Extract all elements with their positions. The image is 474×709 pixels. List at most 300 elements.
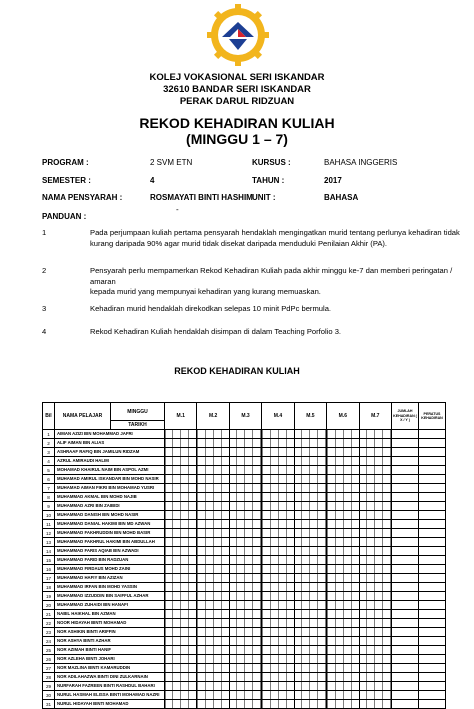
- table-row: [43, 583, 446, 592]
- attendance-cell[interactable]: [359, 619, 391, 628]
- table-row: [43, 475, 446, 484]
- percentage-cell[interactable]: [419, 466, 446, 475]
- table-row: [43, 484, 446, 493]
- attendance-cell[interactable]: [197, 700, 229, 709]
- attendance-cell[interactable]: [294, 502, 326, 511]
- attendance-cell[interactable]: [327, 502, 359, 511]
- attendance-cell[interactable]: [327, 448, 359, 457]
- total-attendance-cell[interactable]: [392, 682, 419, 691]
- attendance-cell[interactable]: [327, 628, 359, 637]
- attendance-cell[interactable]: [165, 493, 197, 502]
- panduan-item-number: 1: [42, 228, 47, 237]
- attendance-cell[interactable]: [197, 475, 229, 484]
- table-row: [43, 457, 446, 466]
- attendance-cell[interactable]: [165, 475, 197, 484]
- attendance-cell[interactable]: [327, 700, 359, 709]
- percentage-cell[interactable]: [419, 538, 446, 547]
- attendance-cell[interactable]: [197, 520, 229, 529]
- attendance-cell[interactable]: [262, 547, 294, 556]
- attendance-cell[interactable]: [294, 529, 326, 538]
- percentage-cell[interactable]: [419, 619, 446, 628]
- total-attendance-cell[interactable]: [392, 601, 419, 610]
- attendance-cell[interactable]: [294, 592, 326, 601]
- attendance-cell[interactable]: [327, 493, 359, 502]
- attendance-cell[interactable]: [197, 547, 229, 556]
- attendance-cell[interactable]: [165, 538, 197, 547]
- attendance-cell[interactable]: [327, 655, 359, 664]
- attendance-cell[interactable]: [359, 439, 391, 448]
- percentage-cell[interactable]: [419, 448, 446, 457]
- attendance-cell[interactable]: [229, 673, 261, 682]
- attendance-cell[interactable]: [229, 520, 261, 529]
- col-peratus-header: PERATUS KEHADIRAN: [419, 403, 446, 430]
- panduan-label: PANDUAN :: [42, 212, 87, 221]
- attendance-cell[interactable]: [229, 619, 261, 628]
- total-attendance-cell[interactable]: [392, 547, 419, 556]
- attendance-cell[interactable]: [359, 430, 391, 439]
- attendance-cell[interactable]: [327, 547, 359, 556]
- total-attendance-cell[interactable]: [392, 556, 419, 565]
- attendance-cell[interactable]: [229, 529, 261, 538]
- attendance-cell[interactable]: [197, 493, 229, 502]
- total-attendance-cell[interactable]: [392, 439, 419, 448]
- attendance-cell[interactable]: [359, 475, 391, 484]
- percentage-cell[interactable]: [419, 601, 446, 610]
- attendance-cell[interactable]: [294, 673, 326, 682]
- attendance-cell[interactable]: [197, 655, 229, 664]
- attendance-cell[interactable]: [165, 556, 197, 565]
- total-attendance-cell[interactable]: [392, 673, 419, 682]
- total-attendance-cell[interactable]: [392, 619, 419, 628]
- attendance-cell[interactable]: [262, 457, 294, 466]
- attendance-cell[interactable]: [262, 565, 294, 574]
- attendance-cell[interactable]: [294, 565, 326, 574]
- attendance-cell[interactable]: [165, 502, 197, 511]
- attendance-cell[interactable]: [165, 610, 197, 619]
- total-attendance-cell[interactable]: [392, 466, 419, 475]
- attendance-cell[interactable]: [229, 448, 261, 457]
- attendance-cell[interactable]: [294, 466, 326, 475]
- attendance-cell[interactable]: [359, 493, 391, 502]
- attendance-cell[interactable]: [262, 646, 294, 655]
- attendance-cell[interactable]: [262, 610, 294, 619]
- attendance-cell[interactable]: [229, 610, 261, 619]
- total-attendance-cell[interactable]: [392, 664, 419, 673]
- attendance-cell[interactable]: [294, 637, 326, 646]
- attendance-cell[interactable]: [327, 556, 359, 565]
- attendance-cell[interactable]: [262, 529, 294, 538]
- attendance-cell[interactable]: [262, 691, 294, 700]
- attendance-cell[interactable]: [229, 637, 261, 646]
- total-attendance-cell[interactable]: [392, 565, 419, 574]
- attendance-cell[interactable]: [359, 457, 391, 466]
- attendance-cell[interactable]: [359, 583, 391, 592]
- attendance-cell[interactable]: [359, 673, 391, 682]
- total-attendance-cell[interactable]: [392, 700, 419, 709]
- attendance-cell[interactable]: [165, 430, 197, 439]
- total-attendance-cell[interactable]: [392, 637, 419, 646]
- percentage-cell[interactable]: [419, 502, 446, 511]
- attendance-cell[interactable]: [229, 691, 261, 700]
- attendance-cell[interactable]: [165, 565, 197, 574]
- attendance-cell[interactable]: [262, 592, 294, 601]
- attendance-cell[interactable]: [294, 547, 326, 556]
- percentage-cell[interactable]: [419, 628, 446, 637]
- total-attendance-cell[interactable]: [392, 610, 419, 619]
- total-attendance-cell[interactable]: [392, 493, 419, 502]
- attendance-cell[interactable]: [165, 646, 197, 655]
- attendance-cell[interactable]: [229, 664, 261, 673]
- attendance-cell[interactable]: [197, 682, 229, 691]
- attendance-cell[interactable]: [359, 601, 391, 610]
- attendance-cell[interactable]: [327, 664, 359, 673]
- attendance-cell[interactable]: [229, 511, 261, 520]
- attendance-cell[interactable]: [294, 691, 326, 700]
- attendance-cell[interactable]: [165, 457, 197, 466]
- attendance-cell[interactable]: [359, 691, 391, 700]
- attendance-cell[interactable]: [327, 529, 359, 538]
- attendance-cell[interactable]: [294, 700, 326, 709]
- attendance-cell[interactable]: [229, 574, 261, 583]
- attendance-cell[interactable]: [262, 556, 294, 565]
- attendance-cell[interactable]: [327, 673, 359, 682]
- percentage-cell[interactable]: [419, 583, 446, 592]
- attendance-cell[interactable]: [229, 439, 261, 448]
- total-attendance-cell[interactable]: [392, 511, 419, 520]
- attendance-cell[interactable]: [359, 610, 391, 619]
- attendance-cell[interactable]: [197, 691, 229, 700]
- percentage-cell[interactable]: [419, 565, 446, 574]
- attendance-cell[interactable]: [165, 628, 197, 637]
- total-attendance-cell[interactable]: [392, 574, 419, 583]
- attendance-cell[interactable]: [262, 520, 294, 529]
- attendance-cell[interactable]: [165, 637, 197, 646]
- attendance-cell[interactable]: [359, 520, 391, 529]
- attendance-cell[interactable]: [359, 655, 391, 664]
- attendance-cell[interactable]: [262, 682, 294, 691]
- attendance-cell[interactable]: [294, 484, 326, 493]
- attendance-cell[interactable]: [359, 538, 391, 547]
- attendance-cell[interactable]: [327, 637, 359, 646]
- attendance-cell[interactable]: [165, 520, 197, 529]
- total-attendance-cell[interactable]: [392, 484, 419, 493]
- attendance-cell[interactable]: [327, 538, 359, 547]
- attendance-cell[interactable]: [327, 592, 359, 601]
- attendance-cell[interactable]: [197, 673, 229, 682]
- student-number: 20: [43, 601, 55, 610]
- percentage-cell[interactable]: [419, 655, 446, 664]
- percentage-cell[interactable]: [419, 646, 446, 655]
- attendance-cell[interactable]: [229, 565, 261, 574]
- student-name: MUHAMMAD AZRI BIN ZAIBIDI: [55, 502, 165, 511]
- attendance-cell[interactable]: [327, 457, 359, 466]
- attendance-cell[interactable]: [294, 664, 326, 673]
- attendance-cell[interactable]: [229, 466, 261, 475]
- attendance-cell[interactable]: [262, 466, 294, 475]
- pensyarah-label: NAMA PENSYARAH :: [42, 193, 123, 202]
- attendance-cell[interactable]: [294, 493, 326, 502]
- attendance-cell[interactable]: [294, 439, 326, 448]
- total-attendance-cell[interactable]: [392, 448, 419, 457]
- attendance-cell[interactable]: [262, 700, 294, 709]
- attendance-cell[interactable]: [229, 493, 261, 502]
- attendance-cell[interactable]: [327, 574, 359, 583]
- attendance-cell[interactable]: [197, 502, 229, 511]
- attendance-cell[interactable]: [359, 547, 391, 556]
- attendance-cell[interactable]: [294, 619, 326, 628]
- attendance-cell[interactable]: [165, 682, 197, 691]
- institution-state: PERAK DARUL RIDZUAN: [179, 96, 295, 107]
- attendance-cell[interactable]: [327, 610, 359, 619]
- percentage-cell[interactable]: [419, 664, 446, 673]
- attendance-cell[interactable]: [262, 655, 294, 664]
- attendance-cell[interactable]: [165, 601, 197, 610]
- attendance-cell[interactable]: [327, 475, 359, 484]
- attendance-cell[interactable]: [327, 682, 359, 691]
- percentage-cell[interactable]: [419, 430, 446, 439]
- attendance-cell[interactable]: [229, 601, 261, 610]
- percentage-cell[interactable]: [419, 556, 446, 565]
- attendance-cell[interactable]: [294, 457, 326, 466]
- attendance-cell[interactable]: [262, 484, 294, 493]
- attendance-cell[interactable]: [294, 583, 326, 592]
- attendance-cell[interactable]: [197, 556, 229, 565]
- attendance-cell[interactable]: [262, 475, 294, 484]
- attendance-cell[interactable]: [229, 556, 261, 565]
- attendance-cell[interactable]: [165, 448, 197, 457]
- total-attendance-cell[interactable]: [392, 475, 419, 484]
- attendance-cell[interactable]: [327, 511, 359, 520]
- attendance-cell[interactable]: [229, 502, 261, 511]
- attendance-cell[interactable]: [262, 664, 294, 673]
- attendance-cell[interactable]: [165, 700, 197, 709]
- attendance-cell[interactable]: [294, 610, 326, 619]
- attendance-cell[interactable]: [197, 574, 229, 583]
- attendance-cell[interactable]: [197, 466, 229, 475]
- attendance-cell[interactable]: [359, 565, 391, 574]
- percentage-cell[interactable]: [419, 673, 446, 682]
- percentage-cell[interactable]: [419, 691, 446, 700]
- attendance-cell[interactable]: [197, 601, 229, 610]
- attendance-cell[interactable]: [359, 556, 391, 565]
- attendance-cell[interactable]: [359, 682, 391, 691]
- total-attendance-cell[interactable]: [392, 457, 419, 466]
- attendance-cell[interactable]: [327, 691, 359, 700]
- attendance-cell[interactable]: [165, 619, 197, 628]
- attendance-cell[interactable]: [294, 448, 326, 457]
- attendance-cell[interactable]: [327, 583, 359, 592]
- attendance-cell[interactable]: [359, 700, 391, 709]
- attendance-cell[interactable]: [165, 673, 197, 682]
- attendance-cell[interactable]: [229, 583, 261, 592]
- total-attendance-cell[interactable]: [392, 529, 419, 538]
- attendance-cell[interactable]: [197, 538, 229, 547]
- attendance-cell[interactable]: [327, 484, 359, 493]
- attendance-cell[interactable]: [262, 511, 294, 520]
- attendance-cell[interactable]: [262, 448, 294, 457]
- attendance-cell[interactable]: [294, 682, 326, 691]
- student-number: 7: [43, 484, 55, 493]
- attendance-cell[interactable]: [294, 574, 326, 583]
- attendance-cell[interactable]: [294, 646, 326, 655]
- attendance-cell[interactable]: [229, 700, 261, 709]
- attendance-cell[interactable]: [229, 457, 261, 466]
- total-attendance-cell[interactable]: [392, 691, 419, 700]
- attendance-cell[interactable]: [262, 502, 294, 511]
- attendance-cell[interactable]: [229, 646, 261, 655]
- attendance-cell[interactable]: [229, 484, 261, 493]
- total-attendance-cell[interactable]: [392, 646, 419, 655]
- attendance-cell[interactable]: [165, 655, 197, 664]
- attendance-cell[interactable]: [327, 601, 359, 610]
- attendance-cell[interactable]: [165, 484, 197, 493]
- percentage-cell[interactable]: [419, 457, 446, 466]
- student-number: 18: [43, 583, 55, 592]
- attendance-cell[interactable]: [262, 574, 294, 583]
- student-number: 15: [43, 556, 55, 565]
- attendance-cell[interactable]: [359, 502, 391, 511]
- attendance-cell[interactable]: [359, 628, 391, 637]
- attendance-cell[interactable]: [197, 484, 229, 493]
- attendance-cell[interactable]: [229, 592, 261, 601]
- attendance-cell[interactable]: [359, 664, 391, 673]
- total-attendance-cell[interactable]: [392, 430, 419, 439]
- attendance-cell[interactable]: [197, 430, 229, 439]
- attendance-cell[interactable]: [294, 655, 326, 664]
- percentage-cell[interactable]: [419, 511, 446, 520]
- total-attendance-cell[interactable]: [392, 592, 419, 601]
- percentage-cell[interactable]: [419, 637, 446, 646]
- attendance-cell[interactable]: [294, 556, 326, 565]
- attendance-cell[interactable]: [165, 439, 197, 448]
- attendance-cell[interactable]: [359, 637, 391, 646]
- attendance-cell[interactable]: [359, 529, 391, 538]
- attendance-cell[interactable]: [197, 565, 229, 574]
- attendance-cell[interactable]: [165, 466, 197, 475]
- attendance-cell[interactable]: [327, 520, 359, 529]
- attendance-cell[interactable]: [262, 628, 294, 637]
- attendance-cell[interactable]: [359, 448, 391, 457]
- total-attendance-cell[interactable]: [392, 520, 419, 529]
- percentage-cell[interactable]: [419, 682, 446, 691]
- attendance-cell[interactable]: [359, 646, 391, 655]
- attendance-cell[interactable]: [229, 655, 261, 664]
- attendance-cell[interactable]: [294, 601, 326, 610]
- attendance-cell[interactable]: [294, 475, 326, 484]
- percentage-cell[interactable]: [419, 475, 446, 484]
- attendance-cell[interactable]: [197, 439, 229, 448]
- percentage-cell[interactable]: [419, 439, 446, 448]
- table-row: [43, 691, 446, 700]
- attendance-cell[interactable]: [327, 619, 359, 628]
- percentage-cell[interactable]: [419, 493, 446, 502]
- attendance-cell[interactable]: [262, 430, 294, 439]
- attendance-cell[interactable]: [197, 664, 229, 673]
- attendance-cell[interactable]: [262, 673, 294, 682]
- attendance-cell[interactable]: [262, 493, 294, 502]
- attendance-cell[interactable]: [262, 637, 294, 646]
- table-row: [43, 448, 446, 457]
- attendance-cell[interactable]: [294, 538, 326, 547]
- attendance-cell[interactable]: [229, 430, 261, 439]
- program-label: PROGRAM :: [42, 158, 89, 167]
- attendance-cell[interactable]: [294, 511, 326, 520]
- col-tarikh-header: TARIKH: [111, 421, 165, 430]
- attendance-cell[interactable]: [197, 637, 229, 646]
- attendance-cell[interactable]: [165, 529, 197, 538]
- attendance-cell[interactable]: [197, 511, 229, 520]
- attendance-cell[interactable]: [197, 610, 229, 619]
- total-attendance-cell[interactable]: [392, 655, 419, 664]
- percentage-cell[interactable]: [419, 484, 446, 493]
- attendance-cell[interactable]: [262, 619, 294, 628]
- attendance-cell[interactable]: [165, 583, 197, 592]
- attendance-cell[interactable]: [327, 430, 359, 439]
- percentage-cell[interactable]: [419, 547, 446, 556]
- attendance-cell[interactable]: [197, 583, 229, 592]
- attendance-cell[interactable]: [294, 628, 326, 637]
- table-row: [43, 547, 446, 556]
- attendance-cell[interactable]: [197, 628, 229, 637]
- student-number: 23: [43, 628, 55, 637]
- attendance-cell[interactable]: [229, 475, 261, 484]
- attendance-cell[interactable]: [359, 511, 391, 520]
- percentage-cell[interactable]: [419, 574, 446, 583]
- total-attendance-cell[interactable]: [392, 538, 419, 547]
- percentage-cell[interactable]: [419, 610, 446, 619]
- attendance-cell[interactable]: [165, 664, 197, 673]
- attendance-cell[interactable]: [327, 466, 359, 475]
- attendance-cell[interactable]: [165, 574, 197, 583]
- attendance-cell[interactable]: [262, 601, 294, 610]
- attendance-cell[interactable]: [327, 646, 359, 655]
- attendance-cell[interactable]: [197, 529, 229, 538]
- attendance-cell[interactable]: [359, 592, 391, 601]
- attendance-cell[interactable]: [197, 448, 229, 457]
- attendance-cell[interactable]: [229, 682, 261, 691]
- attendance-cell[interactable]: [197, 646, 229, 655]
- attendance-cell[interactable]: [165, 547, 197, 556]
- attendance-cell[interactable]: [229, 538, 261, 547]
- percentage-cell[interactable]: [419, 592, 446, 601]
- table-row: [43, 592, 446, 601]
- total-attendance-cell[interactable]: [392, 502, 419, 511]
- attendance-cell[interactable]: [327, 439, 359, 448]
- attendance-cell[interactable]: [197, 592, 229, 601]
- attendance-cell[interactable]: [294, 430, 326, 439]
- total-attendance-cell[interactable]: [392, 583, 419, 592]
- attendance-cell[interactable]: [359, 484, 391, 493]
- attendance-cell[interactable]: [165, 592, 197, 601]
- attendance-cell[interactable]: [262, 538, 294, 547]
- percentage-cell[interactable]: [419, 700, 446, 709]
- attendance-cell[interactable]: [197, 457, 229, 466]
- attendance-cell[interactable]: [359, 574, 391, 583]
- attendance-cell[interactable]: [262, 583, 294, 592]
- attendance-cell[interactable]: [327, 565, 359, 574]
- attendance-cell[interactable]: [359, 466, 391, 475]
- attendance-cell[interactable]: [262, 439, 294, 448]
- attendance-cell[interactable]: [229, 547, 261, 556]
- attendance-cell[interactable]: [165, 691, 197, 700]
- percentage-cell[interactable]: [419, 520, 446, 529]
- attendance-cell[interactable]: [294, 520, 326, 529]
- total-attendance-cell[interactable]: [392, 628, 419, 637]
- percentage-cell[interactable]: [419, 529, 446, 538]
- attendance-cell[interactable]: [197, 619, 229, 628]
- attendance-cell[interactable]: [229, 628, 261, 637]
- attendance-cell[interactable]: [165, 511, 197, 520]
